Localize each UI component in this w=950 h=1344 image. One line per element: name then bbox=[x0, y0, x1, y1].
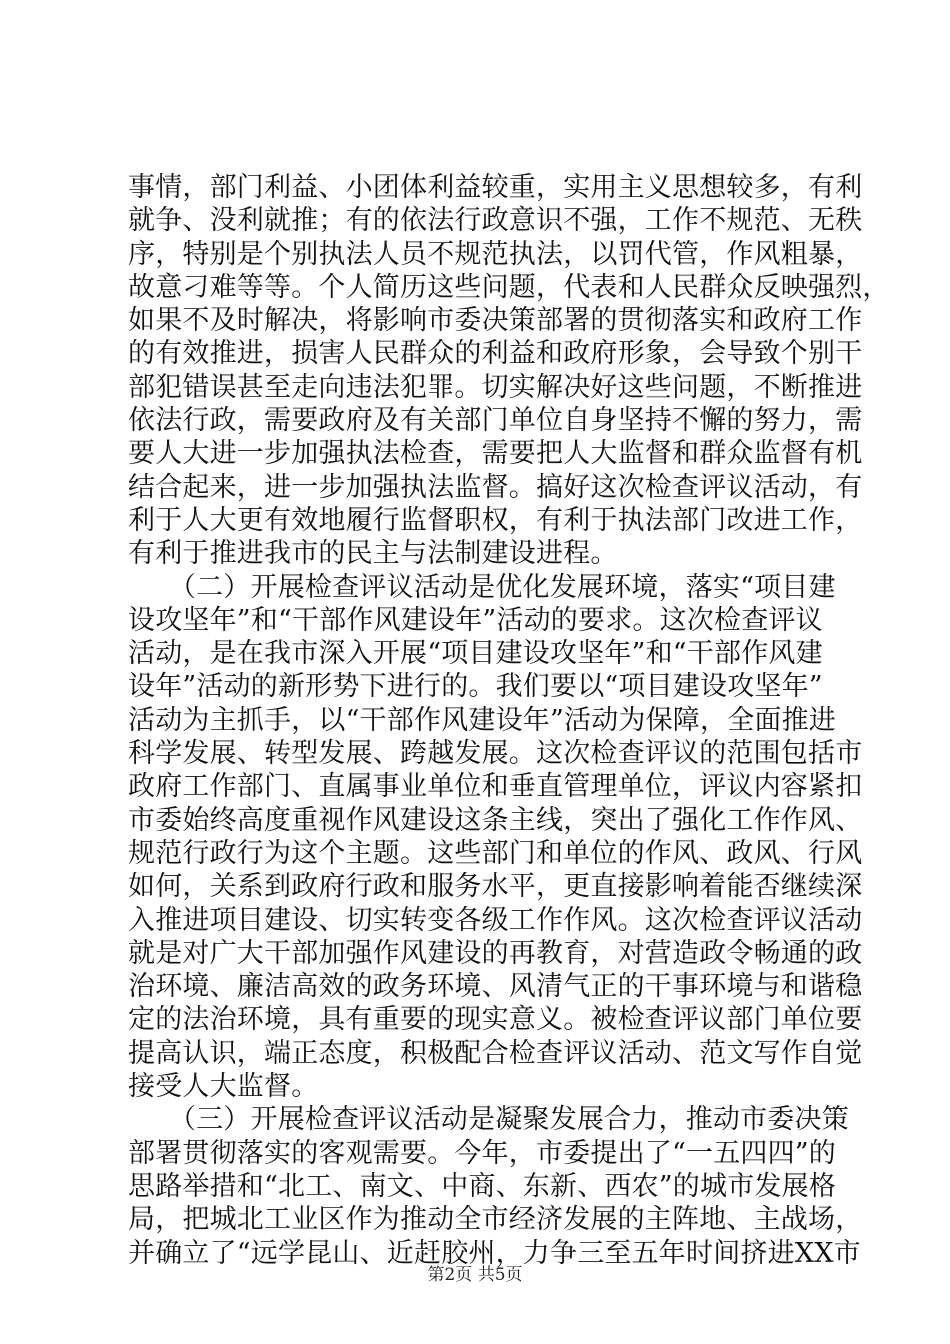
text-line: 定的法治环境，具有重要的现实意义。被检查评议部门单位要 bbox=[128, 1004, 863, 1036]
text-line: 政府工作部门、直属事业单位和垂直管理单位，评议内容紧扣 bbox=[128, 771, 863, 803]
text-line: 如何，关系到政府行政和服务水平，更直接影响着能否继续深 bbox=[128, 871, 863, 903]
text-line: 入推进项目建设、切实转变各级工作作风。这次检查评议活动 bbox=[128, 904, 863, 936]
text-line: 有利于推进我市的民主与法制建设进程。 bbox=[128, 538, 618, 570]
text-line: 市委始终高度重视作风建设这条主线，突出了强化工作作风、 bbox=[128, 804, 863, 836]
page-number-footer: 第2页 共5页 bbox=[427, 1265, 523, 1285]
text-line: 要人大进一步加强执法检查，需要把人大监督和群众监督有机 bbox=[128, 438, 863, 470]
text-line: 设年”活动的新形势下进行的。我们要以“项目建设攻坚年” bbox=[128, 671, 823, 703]
text-line: 局，把城北工业区作为推动全市经济发展的主阵地、主战场， bbox=[128, 1204, 863, 1236]
text-line: 接受人大监督。 bbox=[128, 1071, 319, 1103]
text-line: 序，特别是个别执法人员不规范执法，以罚代管，作风粗暴， bbox=[128, 238, 863, 270]
text-line: 部署贯彻落实的客观需要。今年，市委提出了“一五四四”的 bbox=[128, 1137, 837, 1169]
text-line: （三）开展检查评议活动是凝聚发展合力，推动市委决策 bbox=[128, 1104, 849, 1136]
text-line: 治环境、廉洁高效的政务环境、风清气正的干事环境与和谐稳 bbox=[128, 971, 863, 1003]
text-line: 利于人大更有效地履行监督职权，有利于执法部门改进工作， bbox=[128, 504, 863, 536]
text-line: 就是对广大干部加强作风建设的再教育，对营造政令畅通的政 bbox=[128, 937, 863, 969]
text-line: 的有效推进，损害人民群众的利益和政府形象，会导致个别干 bbox=[128, 338, 863, 370]
text-line: 故意刁难等等。个人简历这些问题，代表和人民群众反映强烈， bbox=[128, 271, 890, 303]
text-line: 依法行政，需要政府及有关部门单位自身坚持不懈的努力，需 bbox=[128, 405, 863, 437]
text-line: 事情，部门利益、小团体利益较重，实用主义思想较多，有利 bbox=[128, 172, 863, 203]
text-line: 设攻坚年”和“干部作风建设年”活动的要求。这次检查评议 bbox=[128, 604, 823, 636]
text-line: 并确立了“远学昆山、近赶胶州，力争三至五年时间挤进XX市 bbox=[128, 1237, 861, 1269]
text-line: 科学发展、转型发展、跨越发展。这次检查评议的范围包括市 bbox=[128, 738, 863, 770]
text-line: 提高认识，端正态度，积极配合检查评议活动、范文写作自觉 bbox=[128, 1037, 863, 1069]
text-line: 就争、没利就推；有的依法行政意识不强，工作不规范、无秩 bbox=[128, 205, 863, 237]
text-line: 思路举措和“北工、南文、中商、东新、西农”的城市发展格 bbox=[128, 1170, 837, 1202]
text-line: 如果不及时解决，将影响市委决策部署的贯彻落实和政府工作 bbox=[128, 305, 863, 337]
text-line: 活动为主抓手，以“干部作风建设年”活动为保障，全面推进 bbox=[128, 704, 837, 736]
text-line: 部犯错误甚至走向违法犯罪。切实解决好这些问题，不断推进 bbox=[128, 371, 863, 403]
text-line: 结合起来，进一步加强执法监督。搞好这次检查评议活动，有 bbox=[128, 471, 863, 503]
text-line: 活动，是在我市深入开展“项目建设攻坚年”和“干部作风建 bbox=[128, 638, 823, 670]
text-line: 规范行政行为这个主题。这些部门和单位的作风、政风、行风 bbox=[128, 837, 863, 869]
text-line: （二）开展检查评议活动是优化发展环境，落实“项目建 bbox=[128, 571, 836, 603]
body-text bbox=[128, 171, 890, 1270]
